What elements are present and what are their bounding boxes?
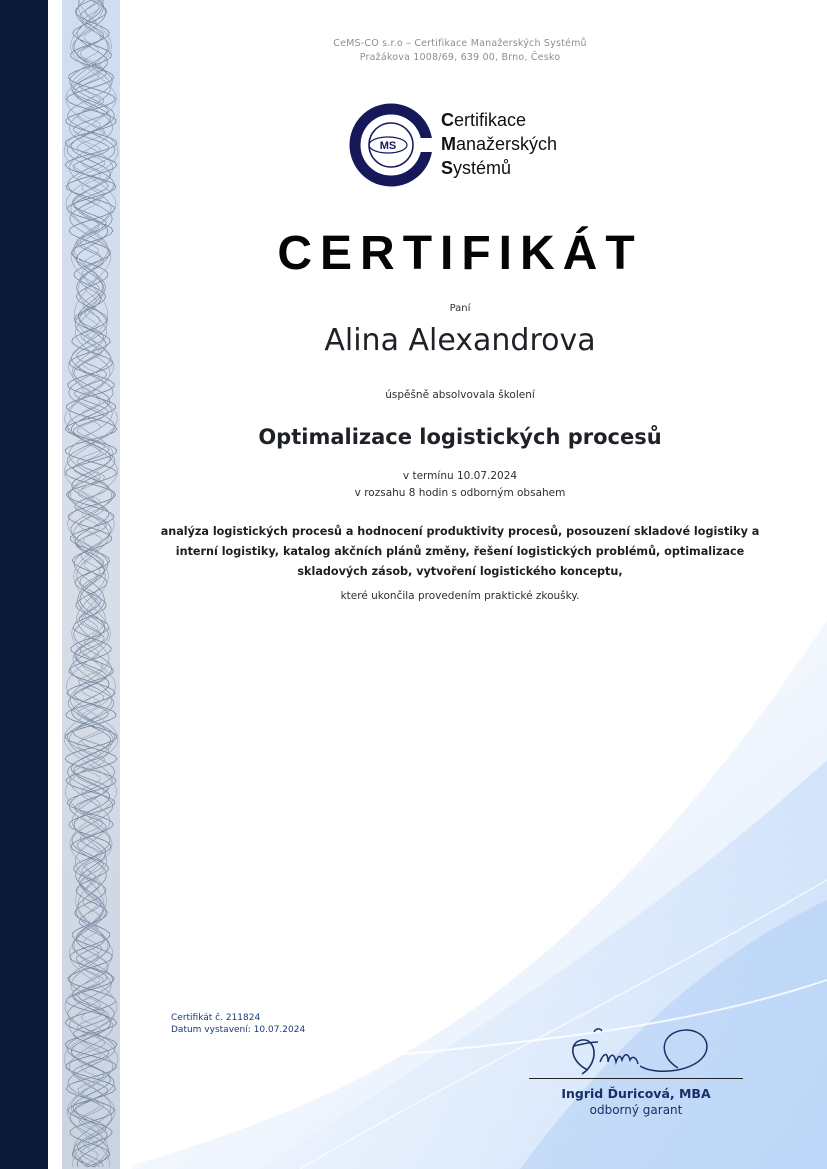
logo-wordmark xyxy=(441,108,557,180)
handwritten-signature xyxy=(560,1022,720,1082)
issue-date: Datum vystavení: 10.07.2024 xyxy=(171,1025,306,1035)
salutation: Paní xyxy=(449,303,471,314)
logo-line1-rest: ertifikace xyxy=(454,110,527,130)
course-title: Optimalizace logistických procesů xyxy=(258,425,662,449)
completion-text: úspěšně absolvovala školení xyxy=(385,389,535,401)
content-line-3: skladových zásob, vytvoření logistického konceptu, xyxy=(297,565,623,578)
logo-line1-initial: C xyxy=(441,110,454,130)
signatory-name: Ingrid Ďuricová, MBA xyxy=(561,1086,711,1101)
cms-logo-emblem xyxy=(348,102,438,188)
logo-emblem-text: MS xyxy=(379,140,397,152)
logo-line3-rest: ystémů xyxy=(453,158,512,178)
logo-line3-initial: S xyxy=(441,158,454,178)
issuer-address-line: Pražákova 1008/69, 639 00, Brno, Česko xyxy=(359,52,561,63)
certificate-title: CERTIFIKÁT xyxy=(277,227,643,280)
content-line-2: interní logistiky, katalog akčních plánů změny, řešení logistických problémů, optimalizace xyxy=(175,545,745,558)
recipient-name: Alina Alexandrova xyxy=(324,323,596,358)
content-line-1: analýza logistických procesů a hodnocení produktivity procesů, posouzení skladové logistiky a xyxy=(160,525,760,538)
logo-line2-initial: M xyxy=(441,134,456,154)
term-text: v termínu 10.07.2024 xyxy=(402,470,518,482)
logo-line2-rest: anažerských xyxy=(456,134,558,154)
certificate-number: Certifikát č. 211824 xyxy=(171,1013,261,1023)
course-content xyxy=(110,522,810,582)
signature-line xyxy=(529,1078,743,1079)
closing-text: které ukončila provedením praktické zkoušky. xyxy=(340,590,580,602)
signatory-role: odborný garant xyxy=(589,1103,683,1117)
issuer-name-line: CeMS-CO s.r.o – Certifikace Manažerských Systémů xyxy=(333,38,587,49)
scope-text: v rozsahu 8 hodin s odborným obsahem xyxy=(354,487,566,499)
